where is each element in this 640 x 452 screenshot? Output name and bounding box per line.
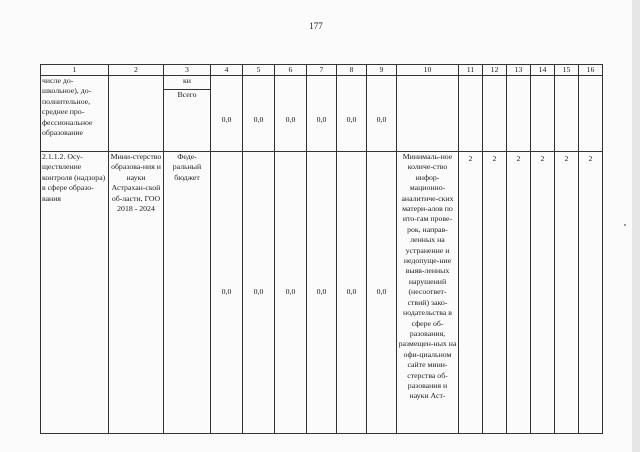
row-a-value-4: 0,0 xyxy=(307,90,337,152)
row-a-value-1: 0,0 xyxy=(211,90,243,152)
col-num-3: 3 xyxy=(164,65,211,76)
row-b-value-3: 0,0 xyxy=(275,152,307,434)
table-row xyxy=(41,76,603,90)
scan-speck xyxy=(624,224,626,226)
col-num-2: 2 xyxy=(109,65,164,76)
col-num-10: 10 xyxy=(397,65,459,76)
row-b-target-1: 2 xyxy=(459,152,483,434)
col-num-13: 13 xyxy=(507,65,531,76)
column-number-row xyxy=(41,65,603,76)
row-a-value-5: 0,0 xyxy=(337,90,367,152)
row-a-value-6: 0,0 xyxy=(367,90,397,152)
row-b-description: 2.1.1.2. Осу-ществление контроля (надзора) в сфере образо-вания xyxy=(41,152,109,434)
col-num-6: 6 xyxy=(275,65,307,76)
row-a-description: числе до-школьное), до-полнительное, среднее про-фессиональное образование xyxy=(41,76,109,152)
row-a-value-3: 0,0 xyxy=(275,90,307,152)
row-b-value-1: 0,0 xyxy=(211,152,243,434)
row-b-target-2: 2 xyxy=(483,152,507,434)
page-number: 177 xyxy=(309,21,323,31)
table-row xyxy=(41,152,603,434)
col-num-7: 7 xyxy=(307,65,337,76)
row-b-executor: Мини-стерство образова-ния и науки Астрахан-ской об-ласти, ГОО 2018 - 2024 xyxy=(109,152,164,434)
row-b-target-4: 2 xyxy=(531,152,555,434)
col-num-4: 4 xyxy=(211,65,243,76)
page-edge xyxy=(632,0,640,452)
row-a-funding-total: Всего xyxy=(164,90,211,152)
col-num-8: 8 xyxy=(337,65,367,76)
col-num-5: 5 xyxy=(243,65,275,76)
row-b-value-4: 0,0 xyxy=(307,152,337,434)
row-b-target-5: 2 xyxy=(555,152,579,434)
row-b-value-2: 0,0 xyxy=(243,152,275,434)
col-num-14: 14 xyxy=(531,65,555,76)
row-a-executor xyxy=(109,76,164,152)
row-b-indicator: Минималь-ное количе-ство инфор-мационно-аналитиче-ских матери-алов по ито-гам прове-рок, направ-ленных на устранение и недопуще-ние выяв-ленных нарушений (несоответ-ствий) зако-нодательства в сфере об-разования, размещен-ных на офи-циальном сайте мини-стерства об-разования и науки Аст- xyxy=(397,152,459,434)
row-b-value-6: 0,0 xyxy=(367,152,397,434)
col-num-9: 9 xyxy=(367,65,397,76)
row-b-target-6: 2 xyxy=(579,152,603,434)
col-num-12: 12 xyxy=(483,65,507,76)
row-a-funding-continued: ки xyxy=(164,76,211,90)
col-num-16: 16 xyxy=(579,65,603,76)
row-a-indicator xyxy=(397,76,459,152)
row-b-value-5: 0,0 xyxy=(337,152,367,434)
col-num-1: 1 xyxy=(41,65,109,76)
row-a-value-2: 0,0 xyxy=(243,90,275,152)
col-num-15: 15 xyxy=(555,65,579,76)
program-table xyxy=(40,64,603,434)
row-b-funding-source: Феде-ральный бюджет xyxy=(164,152,211,434)
row-b-target-3: 2 xyxy=(507,152,531,434)
col-num-11: 11 xyxy=(459,65,483,76)
